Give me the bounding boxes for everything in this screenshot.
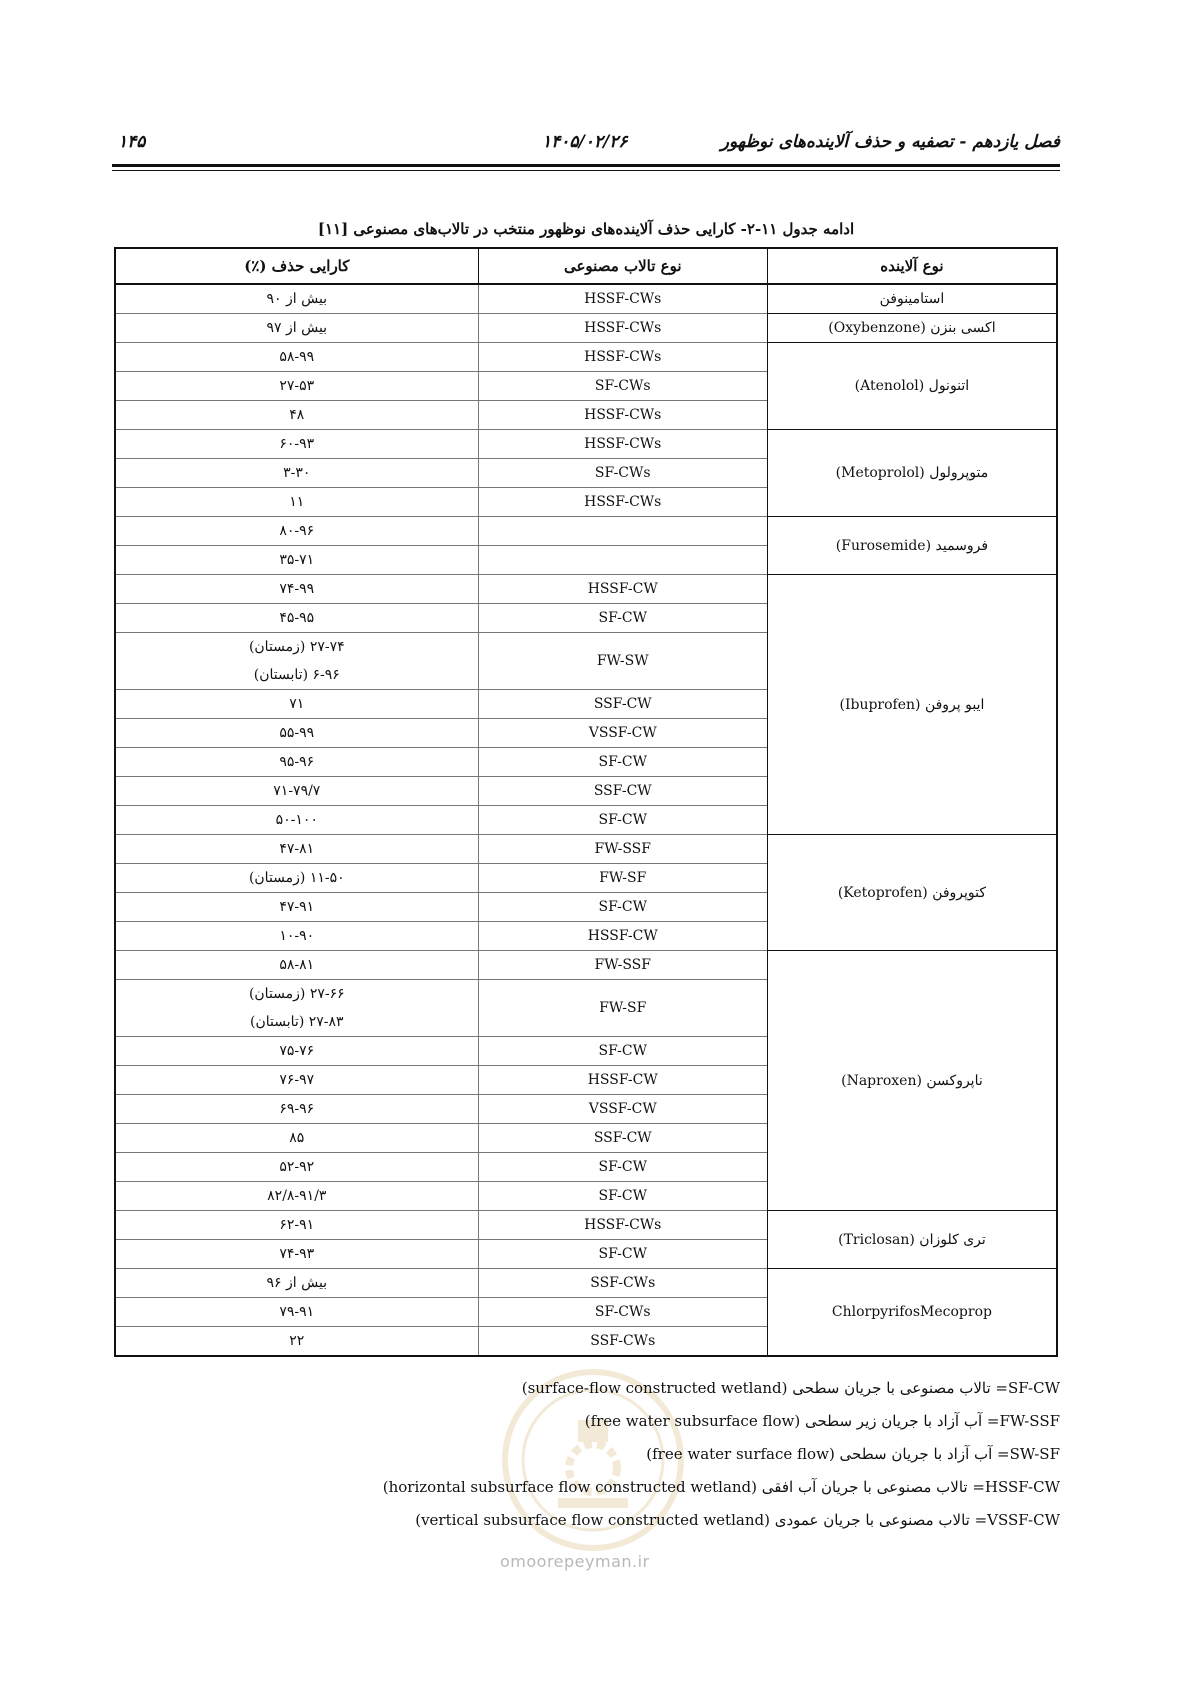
efficiency-cell: بیش از ۹۶ bbox=[115, 1269, 478, 1298]
chapter-title: فصل یازدهم - تصفیه و حذف آلاینده‌های نوظهور bbox=[720, 132, 1060, 152]
pollutant-cell: اتنونول (Atenolol) bbox=[767, 343, 1057, 430]
efficiency-cell: ۸۲/۸-۹۱/۳ bbox=[115, 1182, 478, 1211]
table-row bbox=[115, 430, 1057, 459]
efficiency-cell: ۵۵-۹۹ bbox=[115, 719, 478, 748]
wetland-cell: SF-CW bbox=[478, 1240, 767, 1269]
col-header-pollutant: نوع آلاینده bbox=[767, 248, 1057, 284]
wetland-cell: SF-CWs bbox=[478, 459, 767, 488]
efficiency-cell: ۶۹-۹۶ bbox=[115, 1095, 478, 1124]
wetland-cell: HSSF-CW bbox=[478, 575, 767, 604]
efficiency-cell: ۴۸ bbox=[115, 401, 478, 430]
footnote-line: FW-SSF= آب آزاد با جریان زیر سطحی (free water subsurface flow) bbox=[584, 1412, 1060, 1430]
efficiency-summer: ۲۷-۸۳ (تابستان) bbox=[250, 1014, 344, 1030]
wetland-cell: SF-CWs bbox=[478, 1298, 767, 1327]
efficiency-cell: ۱۱ bbox=[115, 488, 478, 517]
wetland-cell: HSSF-CWs bbox=[478, 430, 767, 459]
efficiency-cell: ۱۰-۹۰ bbox=[115, 922, 478, 951]
col-header-efficiency: کارایی حذف (٪) bbox=[115, 248, 478, 284]
efficiency-cell: ۷۵-۷۶ bbox=[115, 1037, 478, 1066]
efficiency-cell: ۳-۳۰ bbox=[115, 459, 478, 488]
efficiency-cell: ۴۷-۸۱ bbox=[115, 835, 478, 864]
page-header bbox=[112, 128, 1060, 156]
efficiency-cell: ۷۶-۹۷ bbox=[115, 1066, 478, 1095]
table-row bbox=[115, 1211, 1057, 1240]
efficiency-cell: ۸۵ bbox=[115, 1124, 478, 1153]
wetland-cell: HSSF-CWs bbox=[478, 343, 767, 372]
efficiency-cell: بیش از ۹۰ bbox=[115, 284, 478, 314]
efficiency-cell: ۶۰-۹۳ bbox=[115, 430, 478, 459]
wetland-cell bbox=[478, 517, 767, 546]
wetland-cell: FW-SF bbox=[478, 864, 767, 893]
efficiency-cell: ۵۸-۸۱ bbox=[115, 951, 478, 980]
efficiency-cell: ۵۸-۹۹ bbox=[115, 343, 478, 372]
wetland-cell: HSSF-CWs bbox=[478, 488, 767, 517]
footnote-line: SF-CW= تالاب مصنوعی با جریان سطحی (surface-flow constructed wetland) bbox=[521, 1379, 1060, 1397]
header-rule-thick bbox=[112, 164, 1060, 167]
footnote-line: HSSF-CW= تالاب مصنوعی با جریان آب افقی (horizontal subsurface flow constructed wetland) bbox=[382, 1478, 1060, 1496]
wetland-cell: SF-CWs bbox=[478, 372, 767, 401]
efficiency-cell: ۷۹-۹۱ bbox=[115, 1298, 478, 1327]
efficiency-cell: ۹۵-۹۶ bbox=[115, 748, 478, 777]
table-row bbox=[115, 314, 1057, 343]
removal-efficiency-table bbox=[114, 247, 1058, 1357]
wetland-cell: HSSF-CW bbox=[478, 922, 767, 951]
pollutant-cell: ناپروکسن (Naproxen) bbox=[767, 951, 1057, 1211]
wetland-cell: SSF-CW bbox=[478, 777, 767, 806]
wetland-cell: FW-SSF bbox=[478, 835, 767, 864]
efficiency-cell: ۱۱-۵۰ (زمستان) bbox=[115, 864, 478, 893]
wetland-cell: VSSF-CW bbox=[478, 719, 767, 748]
watermark-text: omoorepeyman.ir bbox=[500, 1552, 650, 1571]
page-number: ۱۴۵ bbox=[118, 132, 146, 152]
efficiency-winter: ۲۷-۶۶ (زمستان) bbox=[248, 986, 345, 1002]
wetland-cell: SF-CW bbox=[478, 806, 767, 835]
footnote-line: SW-SF= آب آزاد با جریان سطحی (free water surface flow) bbox=[646, 1445, 1060, 1463]
wetland-cell: HSSF-CWs bbox=[478, 1211, 767, 1240]
wetland-cell: SF-CW bbox=[478, 1153, 767, 1182]
wetland-cell: SSF-CWs bbox=[478, 1327, 767, 1357]
efficiency-cell bbox=[115, 980, 478, 1037]
pollutant-cell: استامینوفن bbox=[767, 284, 1057, 314]
header-date: ۱۴۰۵/۰۲/۲۶ bbox=[542, 132, 628, 152]
wetland-cell: SF-CW bbox=[478, 604, 767, 633]
efficiency-cell: ۷۴-۹۳ bbox=[115, 1240, 478, 1269]
wetland-cell: SF-CW bbox=[478, 1182, 767, 1211]
pollutant-cell: کتوپروفن (Ketoprofen) bbox=[767, 835, 1057, 951]
pollutant-cell: ChlorpyrifosMecoprop bbox=[767, 1269, 1057, 1357]
efficiency-cell: ۲۷-۵۳ bbox=[115, 372, 478, 401]
table-row bbox=[115, 517, 1057, 546]
pollutant-cell: فروسمید (Furosemide) bbox=[767, 517, 1057, 575]
efficiency-cell: ۳۵-۷۱ bbox=[115, 546, 478, 575]
wetland-cell: HSSF-CW bbox=[478, 1066, 767, 1095]
wetland-cell: HSSF-CWs bbox=[478, 314, 767, 343]
wetland-cell: SF-CW bbox=[478, 893, 767, 922]
table-row bbox=[115, 343, 1057, 372]
wetland-cell: FW-SF bbox=[478, 980, 767, 1037]
efficiency-cell: ۷۱-۷۹/۷ bbox=[115, 777, 478, 806]
wetland-cell: FW-SW bbox=[478, 633, 767, 690]
wetland-cell: SF-CW bbox=[478, 748, 767, 777]
wetland-cell: FW-SSF bbox=[478, 951, 767, 980]
wetland-cell bbox=[478, 546, 767, 575]
table-row bbox=[115, 835, 1057, 864]
pollutant-cell: تری کلوزان (Triclosan) bbox=[767, 1211, 1057, 1269]
table-row bbox=[115, 1269, 1057, 1298]
footnote-line: VSSF-CW= تالاب مصنوعی با جریان عمودی (vertical subsurface flow constructed wetland) bbox=[415, 1511, 1060, 1529]
wetland-cell: HSSF-CWs bbox=[478, 401, 767, 430]
efficiency-cell: ۲۲ bbox=[115, 1327, 478, 1357]
efficiency-summer: ۶-۹۶ (تابستان) bbox=[253, 667, 340, 683]
header-rule-thin bbox=[112, 170, 1060, 171]
wetland-cell: SF-CW bbox=[478, 1037, 767, 1066]
efficiency-cell: ۵۲-۹۲ bbox=[115, 1153, 478, 1182]
table-caption: ادامه جدول ۱۱-۲- کارایی حذف آلاینده‌های نوظهور منتخب در تالاب‌های مصنوعی [۱۱] bbox=[317, 220, 855, 238]
col-header-wetland: نوع تالاب مصنوعی bbox=[478, 248, 767, 284]
efficiency-cell: ۶۲-۹۱ bbox=[115, 1211, 478, 1240]
abbreviation-footnotes bbox=[383, 1372, 1060, 1537]
efficiency-cell: ۸۰-۹۶ bbox=[115, 517, 478, 546]
efficiency-cell: ۴۵-۹۵ bbox=[115, 604, 478, 633]
wetland-cell: SSF-CW bbox=[478, 1124, 767, 1153]
efficiency-cell: ۴۷-۹۱ bbox=[115, 893, 478, 922]
table-row bbox=[115, 951, 1057, 980]
efficiency-winter: ۲۷-۷۴ (زمستان) bbox=[248, 639, 345, 655]
pollutant-cell: ایبو پروفن (Ibuprofen) bbox=[767, 575, 1057, 835]
efficiency-cell: بیش از ۹۷ bbox=[115, 314, 478, 343]
pollutant-cell: متوپرولول (Metoprolol) bbox=[767, 430, 1057, 517]
wetland-cell: SSF-CWs bbox=[478, 1269, 767, 1298]
efficiency-cell: ۵۰-۱۰۰ bbox=[115, 806, 478, 835]
table-header-row bbox=[115, 248, 1057, 284]
table-row bbox=[115, 284, 1057, 314]
pollutant-cell: اکسی بنزن (Oxybenzone) bbox=[767, 314, 1057, 343]
wetland-cell: VSSF-CW bbox=[478, 1095, 767, 1124]
efficiency-cell: ۷۱ bbox=[115, 690, 478, 719]
table-row bbox=[115, 575, 1057, 604]
efficiency-cell bbox=[115, 633, 478, 690]
wetland-cell: HSSF-CWs bbox=[478, 284, 767, 314]
efficiency-cell: ۷۴-۹۹ bbox=[115, 575, 478, 604]
wetland-cell: SSF-CW bbox=[478, 690, 767, 719]
